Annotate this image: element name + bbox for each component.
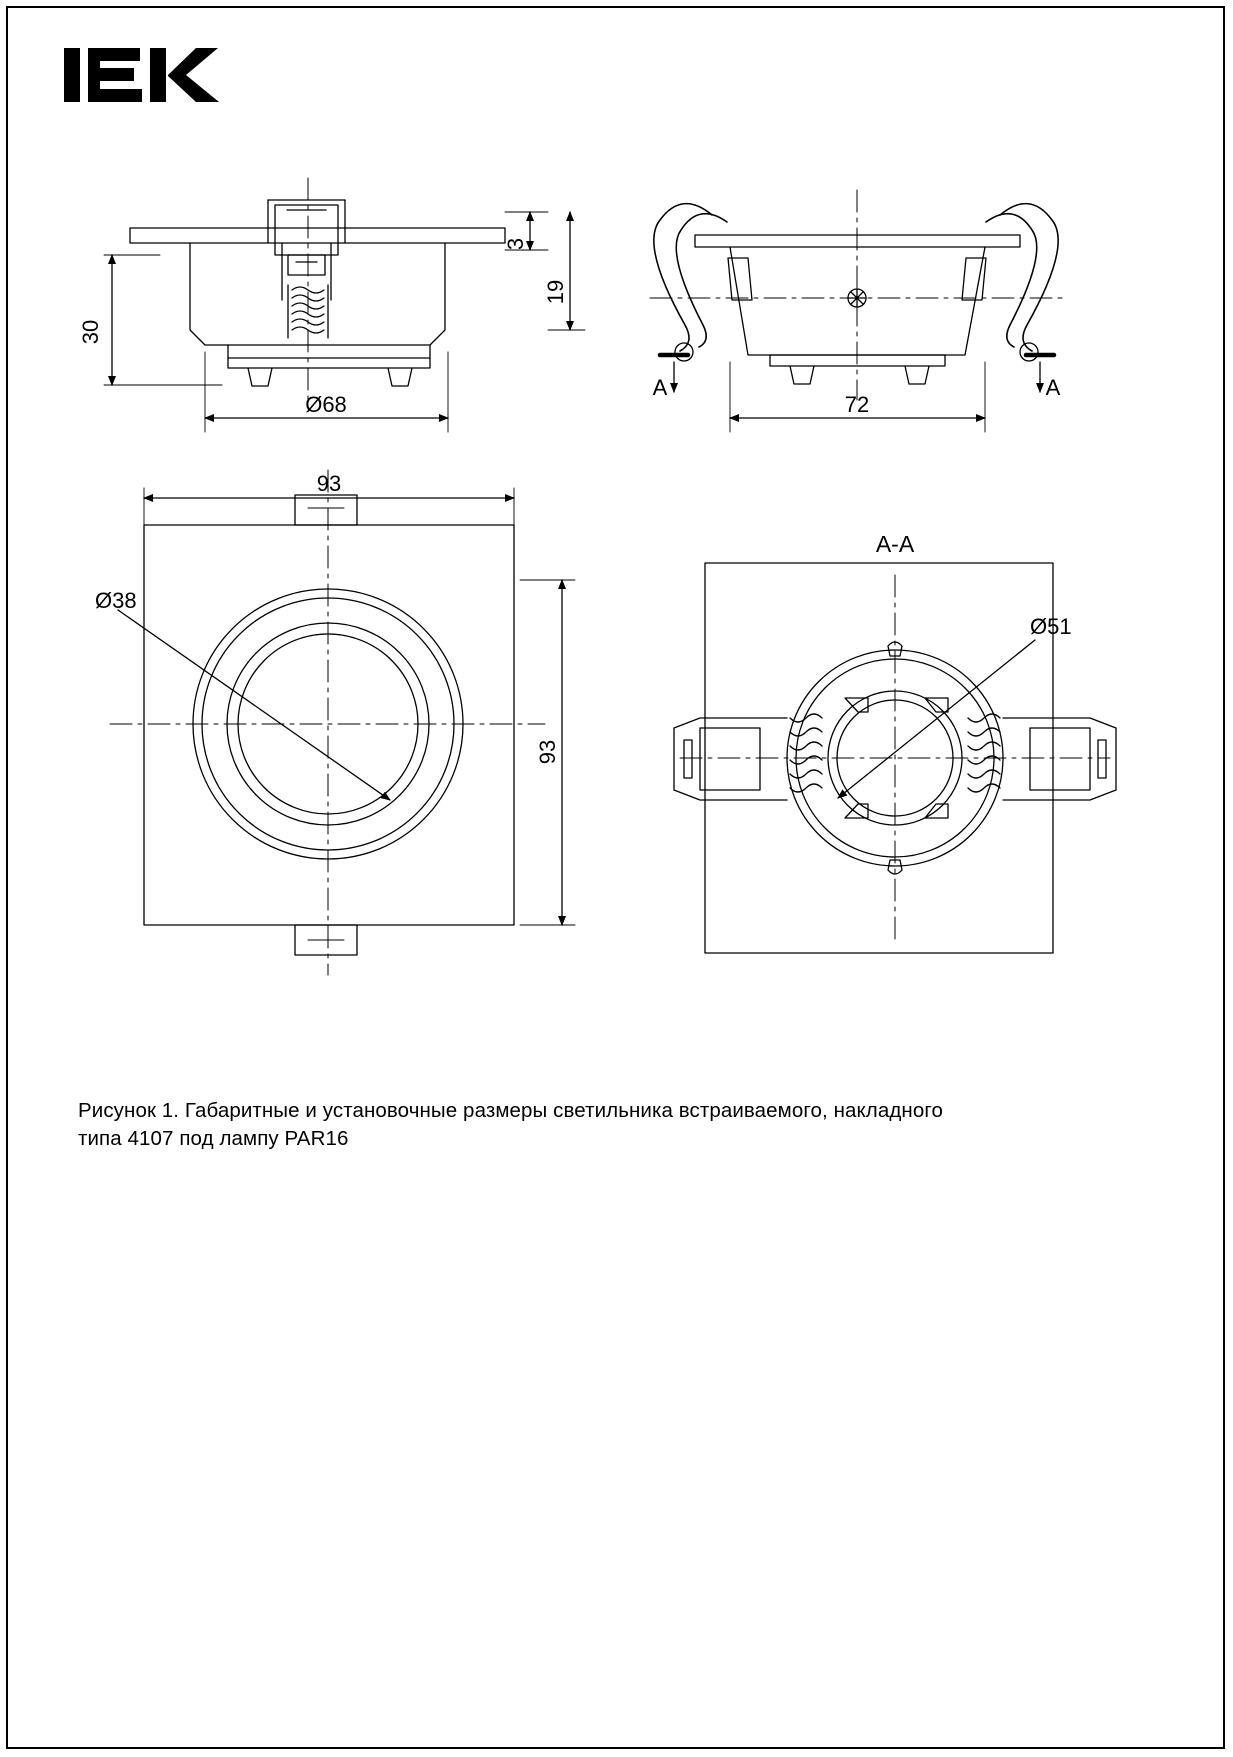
dim-label-d68: Ø68 bbox=[305, 392, 347, 417]
caption-line-2: типа 4107 под лампу PAR16 bbox=[78, 1127, 349, 1151]
figure-caption bbox=[78, 1097, 1058, 1154]
section-view-title: А-А bbox=[875, 531, 915, 557]
dim-label-72: 72 bbox=[844, 392, 870, 417]
dim-label-19: 19 bbox=[543, 279, 568, 305]
dim-label-30: 30 bbox=[78, 319, 103, 345]
caption-line-1: Рисунок 1. Габаритные и установочные размеры светильника встраиваемого, накладного bbox=[78, 1099, 943, 1122]
dim-label-d38: Ø38 bbox=[95, 588, 137, 613]
dim-label-93-height: 93 bbox=[535, 739, 560, 765]
view-top bbox=[110, 470, 575, 975]
section-mark-label-right: A bbox=[1045, 375, 1061, 400]
dim-label-93-width: 93 bbox=[316, 471, 342, 496]
section-mark-label-left: A bbox=[652, 375, 668, 400]
dim-label-d51: Ø51 bbox=[1030, 614, 1072, 639]
dim-label-3: 3 bbox=[503, 237, 528, 251]
